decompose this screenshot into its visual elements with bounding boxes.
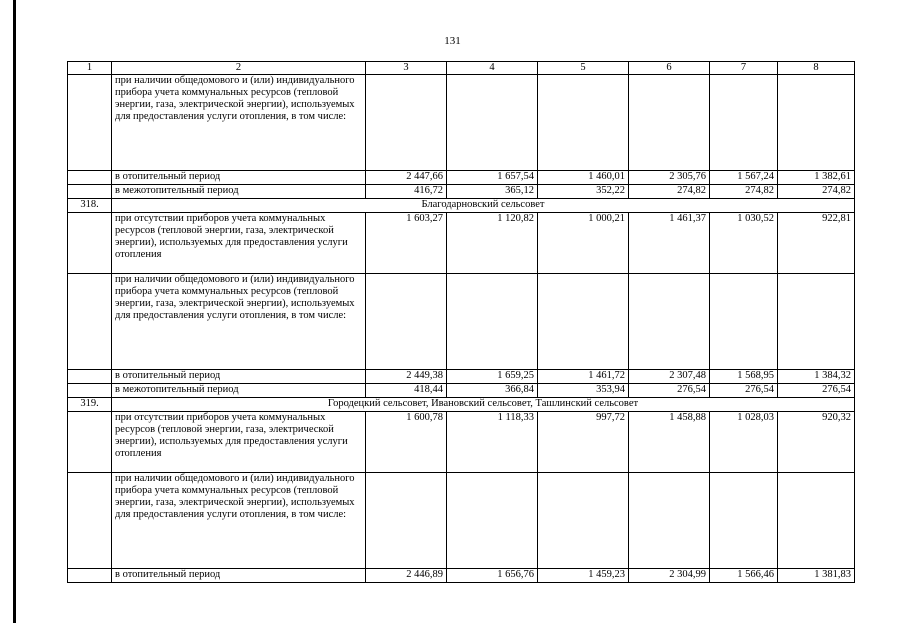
row-number — [68, 370, 112, 384]
value-cell: 1 028,03 — [710, 412, 778, 473]
value-cell: 2 305,76 — [629, 171, 710, 185]
table-row — [68, 370, 855, 384]
row-number — [68, 384, 112, 398]
table-row — [68, 213, 855, 274]
value-cell: 1 566,46 — [710, 569, 778, 583]
value-cell: 1 030,52 — [710, 213, 778, 274]
table-row — [68, 75, 855, 171]
value-cell: 365,12 — [447, 185, 538, 199]
value-cell: 1 656,76 — [447, 569, 538, 583]
column-header: 1 — [68, 62, 112, 75]
column-header: 2 — [112, 62, 366, 75]
value-cell — [366, 473, 447, 569]
table-body — [68, 62, 855, 583]
row-description: при наличии общедомового и (или) индивидуального прибора учета коммунальных ресурсов (тепловой энергии, газа, электрической энергии), используемых для предоставления услуги отопления, в том числе: — [112, 473, 366, 569]
value-cell: 2 447,66 — [366, 171, 447, 185]
value-cell — [366, 274, 447, 370]
value-cell: 920,32 — [778, 412, 855, 473]
row-description: в межотопительный период — [112, 384, 366, 398]
row-number — [68, 274, 112, 370]
row-number — [68, 75, 112, 171]
value-cell — [366, 75, 447, 171]
value-cell — [629, 75, 710, 171]
value-cell: 276,54 — [629, 384, 710, 398]
table-row — [68, 171, 855, 185]
table-row — [68, 412, 855, 473]
row-number — [68, 569, 112, 583]
value-cell: 1 567,24 — [710, 171, 778, 185]
value-cell: 274,82 — [710, 185, 778, 199]
row-number: 319. — [68, 398, 112, 412]
value-cell: 276,54 — [710, 384, 778, 398]
value-cell: 1 384,32 — [778, 370, 855, 384]
row-number — [68, 171, 112, 185]
row-number — [68, 473, 112, 569]
scan-edge-bar — [13, 0, 16, 623]
value-cell: 1 458,88 — [629, 412, 710, 473]
value-cell: 997,72 — [538, 412, 629, 473]
value-cell: 276,54 — [778, 384, 855, 398]
row-number: 318. — [68, 199, 112, 213]
column-header: 4 — [447, 62, 538, 75]
table-row — [68, 473, 855, 569]
header-row — [68, 62, 855, 75]
column-header: 3 — [366, 62, 447, 75]
value-cell — [778, 274, 855, 370]
value-cell: 2 449,38 — [366, 370, 447, 384]
page-number: 131 — [444, 35, 461, 47]
tariff-table — [67, 61, 855, 583]
value-cell: 1 659,25 — [447, 370, 538, 384]
value-cell: 366,84 — [447, 384, 538, 398]
value-cell — [778, 75, 855, 171]
section-row — [68, 199, 855, 213]
value-cell — [447, 274, 538, 370]
value-cell — [710, 473, 778, 569]
row-description: в отопительный период — [112, 171, 366, 185]
row-number — [68, 185, 112, 199]
value-cell: 1 118,33 — [447, 412, 538, 473]
value-cell — [629, 473, 710, 569]
row-number — [68, 412, 112, 473]
value-cell: 274,82 — [629, 185, 710, 199]
value-cell: 418,44 — [366, 384, 447, 398]
value-cell: 1 000,21 — [538, 213, 629, 274]
value-cell: 1 459,23 — [538, 569, 629, 583]
value-cell: 1 382,61 — [778, 171, 855, 185]
value-cell: 274,82 — [778, 185, 855, 199]
value-cell — [447, 473, 538, 569]
value-cell: 1 461,72 — [538, 370, 629, 384]
section-title: Городецкий сельсовет, Ивановский сельсовет, Ташлинский сельсовет — [112, 398, 855, 412]
column-header: 8 — [778, 62, 855, 75]
value-cell: 1 120,82 — [447, 213, 538, 274]
table-row — [68, 569, 855, 583]
value-cell — [710, 274, 778, 370]
column-header: 7 — [710, 62, 778, 75]
value-cell: 1 603,27 — [366, 213, 447, 274]
value-cell: 922,81 — [778, 213, 855, 274]
value-cell — [710, 75, 778, 171]
column-header: 6 — [629, 62, 710, 75]
section-row — [68, 398, 855, 412]
value-cell — [538, 473, 629, 569]
value-cell: 2 307,48 — [629, 370, 710, 384]
value-cell — [447, 75, 538, 171]
value-cell: 353,94 — [538, 384, 629, 398]
row-description: при наличии общедомового и (или) индивидуального прибора учета коммунальных ресурсов (тепловой энергии, газа, электрической энергии), используемых для предоставления услуги отопления, в том числе: — [112, 274, 366, 370]
value-cell: 1 461,37 — [629, 213, 710, 274]
value-cell — [538, 75, 629, 171]
value-cell: 2 446,89 — [366, 569, 447, 583]
row-description: в отопительный период — [112, 569, 366, 583]
row-description: при наличии общедомового и (или) индивидуального прибора учета коммунальных ресурсов (тепловой энергии, газа, электрической энергии), используемых для предоставления услуги отопления, в том числе: — [112, 75, 366, 171]
value-cell: 1 568,95 — [710, 370, 778, 384]
value-cell: 1 600,78 — [366, 412, 447, 473]
value-cell: 416,72 — [366, 185, 447, 199]
value-cell: 1 381,83 — [778, 569, 855, 583]
value-cell: 2 304,99 — [629, 569, 710, 583]
value-cell: 352,22 — [538, 185, 629, 199]
table-row — [68, 185, 855, 199]
value-cell — [538, 274, 629, 370]
column-header: 5 — [538, 62, 629, 75]
row-description: в отопительный период — [112, 370, 366, 384]
value-cell: 1 657,54 — [447, 171, 538, 185]
value-cell — [629, 274, 710, 370]
value-cell: 1 460,01 — [538, 171, 629, 185]
row-description: в межотопительный период — [112, 185, 366, 199]
section-title: Благодарновский сельсовет — [112, 199, 855, 213]
row-description: при отсутствии приборов учета коммунальных ресурсов (тепловой энергии, газа, электрической энергии), используемых для предоставления услуги отопления — [112, 412, 366, 473]
row-description: при отсутствии приборов учета коммунальных ресурсов (тепловой энергии, газа, электрической энергии), используемых для предоставления услуги отопления — [112, 213, 366, 274]
row-number — [68, 213, 112, 274]
table-row — [68, 384, 855, 398]
value-cell — [778, 473, 855, 569]
table-row — [68, 274, 855, 370]
